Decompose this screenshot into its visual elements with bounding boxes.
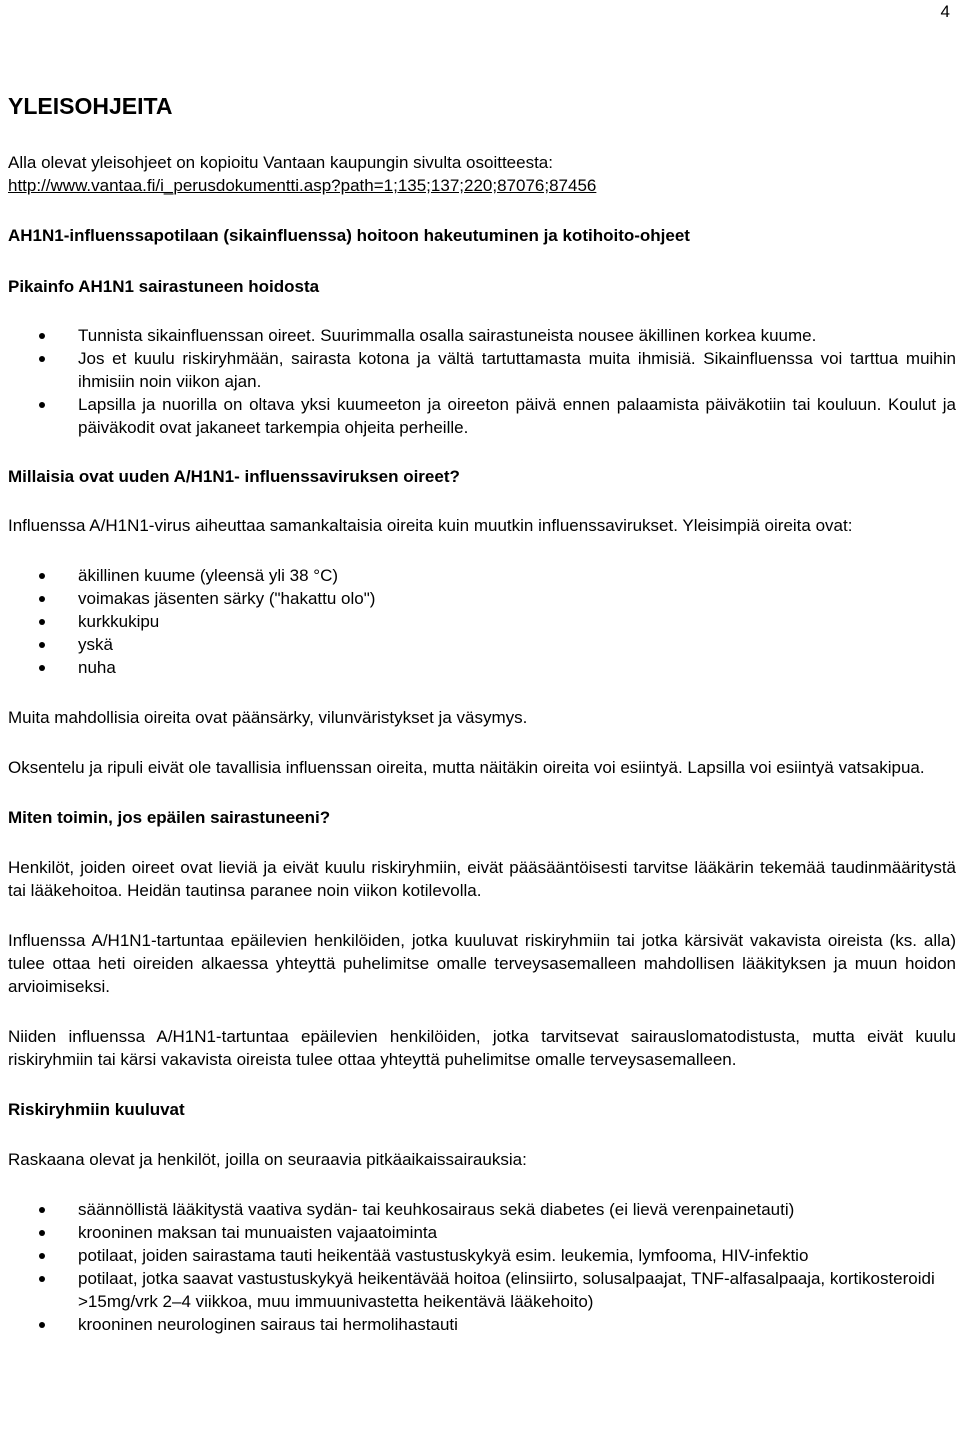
page-title: YLEISOHJEITA <box>8 93 173 119</box>
bullet-icon <box>39 665 45 671</box>
list-item: krooninen maksan tai munuaisten vajaatoiminta <box>8 1221 956 1244</box>
bullet-icon <box>39 333 45 339</box>
section-heading-pikainfo: Pikainfo AH1N1 sairastuneen hoidosta <box>8 277 320 296</box>
bullet-icon <box>39 619 45 625</box>
mild-symptoms-paragraph: Henkilöt, joiden oireet ovat lieviä ja eivät kuulu riskiryhmiin, eivät pääsääntöisesti tarvitse lääkärin tekemää taudinmääritystä tai lääkehoitoa. Heidän tautinsa paranee noin viikon kotilevolla. <box>8 858 956 900</box>
intro-text <box>8 151 956 197</box>
symptoms-list <box>8 564 956 679</box>
section-heading-what-to-do: Miten toimin, jos epäilen sairastuneeni? <box>8 808 331 827</box>
sick-leave-paragraph: Niiden influenssa A/H1N1-tartuntaa epäilevien henkilöiden, jotka tarvitsevat sairauslomatodistusta, mutta eivät kuulu riskiryhmiin tai kärsi vakavista oireista tulee ottaa yhteyttä puhelimitse omalle terveysasemalleen. <box>8 1027 956 1069</box>
bullet-icon <box>39 642 45 648</box>
list-item: äkillinen kuume (yleensä yli 38 °C) <box>8 564 956 587</box>
risk-groups-list <box>8 1198 956 1336</box>
pikainfo-list <box>8 324 956 439</box>
bullet-icon <box>39 402 45 408</box>
list-item: nuha <box>8 656 956 679</box>
document-body <box>8 91 956 1336</box>
symptoms-intro: Influenssa A/H1N1-virus aiheuttaa samankaltaisia oireita kuin muutkin influenssavirukset. Yleisimpiä oireita ovat: <box>8 516 853 535</box>
list-item: Jos et kuulu riskiryhmään, sairasta kotona ja vältä tartuttamasta muita ihmisiä. Sikainfluenssa voi tarttua muihin ihmisiin noin viikon ajan. <box>8 347 956 393</box>
section-heading-risk-groups: Riskiryhmiin kuuluvat <box>8 1100 185 1119</box>
bullet-icon <box>39 596 45 602</box>
section-heading-symptoms: Millaisia ovat uuden A/H1N1- influenssaviruksen oireet? <box>8 467 460 486</box>
intro-sentence: Alla olevat yleisohjeet on kopioitu Vantaan kaupungin sivulta osoitteesta: <box>8 153 553 172</box>
bullet-icon <box>39 1276 45 1282</box>
list-item: Tunnista sikainfluenssan oireet. Suurimmalla osalla sairastuneista nousee äkillinen korkea kuume. <box>8 324 956 347</box>
list-item: potilaat, jotka saavat vastustuskykyä heikentävää hoitoa (elinsiirto, solusalpaajat, TNF-alfasalpaaja, kortikosteroidi >15mg/vrk 2–4 viikkoa, muu immuunivastetta heikentävä lääkehoito) <box>8 1267 956 1313</box>
bullet-icon <box>39 1207 45 1213</box>
page-number: 4 <box>940 2 950 21</box>
risk-intro-text: Raskaana olevat ja henkilöt, joilla on seuraavia pitkäaikaissairauksia: <box>8 1150 527 1169</box>
list-item: yskä <box>8 633 956 656</box>
list-item: säännöllistä lääkitystä vaativa sydän- tai keuhkosairaus sekä diabetes (ei lievä verenpainetauti) <box>8 1198 956 1221</box>
other-symptoms-text: Muita mahdollisia oireita ovat päänsärky, vilunväristykset ja väsymys. <box>8 708 528 727</box>
bullet-icon <box>39 573 45 579</box>
list-item: kurkkukipu <box>8 610 956 633</box>
bullet-icon <box>39 1322 45 1328</box>
bullet-icon <box>39 1253 45 1259</box>
vomiting-text: Oksentelu ja ripuli eivät ole tavallisia influenssan oireita, mutta näitäkin oireita voi esiintyä. Lapsilla voi esiintyä vatsakipua. <box>8 758 925 777</box>
section-heading-ah1n1: AH1N1-influenssapotilaan (sikainfluenssa) hoitoon hakeutuminen ja kotihoito-ohjeet <box>8 226 690 245</box>
source-link[interactable]: http://www.vantaa.fi/i_perusdokumentti.asp?path=1;135;137;220;87076;87456 <box>8 176 597 195</box>
list-item: potilaat, joiden sairastama tauti heikentää vastustuskykyä esim. leukemia, lymfooma, HIV-infektio <box>8 1244 956 1267</box>
bullet-icon <box>39 1230 45 1236</box>
list-item: voimakas jäsenten särky ("hakattu olo") <box>8 587 956 610</box>
list-item: Lapsilla ja nuorilla on oltava yksi kuumeeton ja oireeton päivä ennen palaamista päiväkotiin tai kouluun. Koulut ja päiväkodit ovat jakaneet tarkempia ohjeita perheille. <box>8 393 956 439</box>
risk-group-paragraph: Influenssa A/H1N1-tartuntaa epäilevien henkilöiden, jotka kuuluvat riskiryhmiin tai jotka kärsivät vakavista oireista (ks. alla) tulee ottaa heti oireiden alkaessa yhteyttä puhelimitse omalle terveysasemalleen mahdollisen lääkityksen ja muun hoidon arvioimiseksi. <box>8 931 956 996</box>
list-item: krooninen neurologinen sairaus tai hermolihastauti <box>8 1313 956 1336</box>
bullet-icon <box>39 356 45 362</box>
